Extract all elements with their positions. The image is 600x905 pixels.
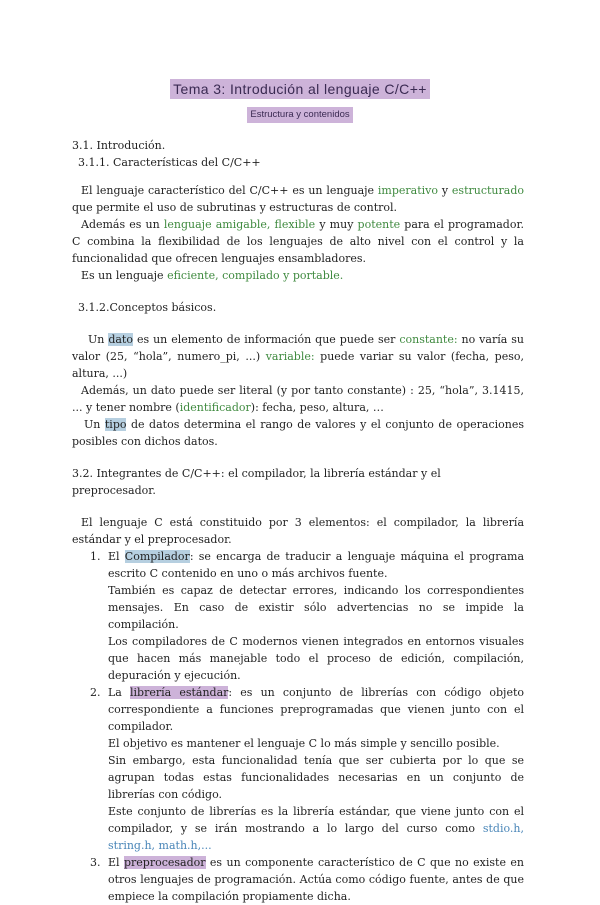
page-title: Tema 3: Introdución al lenguaje C/C++ bbox=[170, 79, 430, 99]
elements-list bbox=[72, 548, 524, 905]
term-imperativo: imperativo bbox=[377, 184, 438, 197]
paragraph-characteristics: El lenguaje característico del C/C++ es un lenguaje imperativo y estructurado que permite el uso de subrutinas y estructuras de control. bbox=[72, 184, 524, 214]
term-compilador: Compilador bbox=[124, 550, 190, 563]
term-variable: variable: bbox=[265, 350, 315, 363]
paragraph-dato: Un dato es un elemento de información que puede ser constante: no varía su valor (25, “hola”, numero_pi, ...) variable: puede variar su valor (fecha, peso, altura, ...) bbox=[72, 333, 524, 380]
term-preprocesador: preprocesador bbox=[123, 856, 206, 869]
term-constante: constante: bbox=[399, 333, 458, 346]
paragraph-friendly: Además es un lenguaje amigable, flexible y muy potente para el programador. C combina la flexibilidad de los lenguajes de alto nivel con el control y la funcionalidad que ofrecen lenguajes ensambladores. bbox=[72, 218, 524, 265]
term-eficiente: eficiente, compilado y portable. bbox=[167, 269, 344, 282]
term-potente: potente bbox=[357, 218, 401, 231]
paragraph-tipo: Un tipo de datos determina el rango de valores y el conjunto de operaciones posibles con dichos datos. bbox=[72, 418, 524, 448]
section-3-1-1-heading: 3.1.1. Características del C/C++ bbox=[78, 156, 261, 169]
page-subtitle: Estructura y contenidos bbox=[247, 107, 352, 123]
term-estructurado: estructurado bbox=[451, 184, 524, 197]
section-3-2-heading: 3.2. Integrantes de C/C++: el compilador, la librería estándar y el preprocesador. bbox=[72, 467, 441, 497]
term-headers: stdio.h, string.h, math.h,... bbox=[108, 822, 524, 852]
term-dato: dato bbox=[108, 333, 133, 346]
term-identificador: identificador bbox=[179, 401, 251, 414]
paragraph-efficient: Es un lenguaje eficiente, compilado y portable. bbox=[81, 269, 344, 282]
term-tipo: tipo bbox=[104, 418, 127, 431]
section-3-1-heading: 3.1. Introdución. bbox=[72, 139, 166, 152]
paragraph-literal: Además, un dato puede ser literal (y por tanto constante) : 25, “hola”, 3.1415, ... y tener nombre (identificador): fecha, peso, altura, … bbox=[72, 384, 524, 414]
document-body bbox=[72, 137, 524, 905]
list-item-preprocesador: 3. El preprocesador es un componente característico de C que no existe en otros lenguajes de programación. Actúa como código fuente, antes de que empiece la compilación propiamente dicha. bbox=[90, 856, 524, 903]
list-item-compilador: 1. El Compilador: se encarga de traducir a lenguaje máquina el programa escrito C contenido en uno o más archivos fuente. También es capaz de detectar errores, indicando los correspondientes mensajes. En caso de existir sólo advertencias no se impide la compilación. Los compiladores de C modernos vienen integrados en entornos visuales que hacen más manejable todo el proceso de edición, compilación, depuración y ejecución. bbox=[90, 550, 525, 682]
list-item-libreria: 2. La librería estándar: es un conjunto de librerías con código objeto correspondiente a funciones preprogramadas que vienen junto con el compilador. El objetivo es mantener el lenguaje C lo más simple y sencillo posible. Sin embargo, esta funcionalidad tenía que ser cubierta por lo que se agrupan todas estas funcionalidades necesarias en un conjunto de librerías con código. Este conjunto de librerías es la librería estándar, que viene junto con el compilador, y se irán mostrando a lo largo del curso como stdio.h, string.h, math.h,... bbox=[90, 686, 524, 852]
paragraph-elements: El lenguaje C está constituido por 3 elementos: el compilador, la librería estándar y el preprocesador. bbox=[72, 516, 524, 546]
term-amigable: lenguaje amigable, flexible bbox=[163, 218, 316, 231]
term-libreria-estandar: librería estándar bbox=[130, 686, 229, 699]
section-3-1-2-heading: 3.1.2.Conceptos básicos. bbox=[78, 301, 217, 314]
